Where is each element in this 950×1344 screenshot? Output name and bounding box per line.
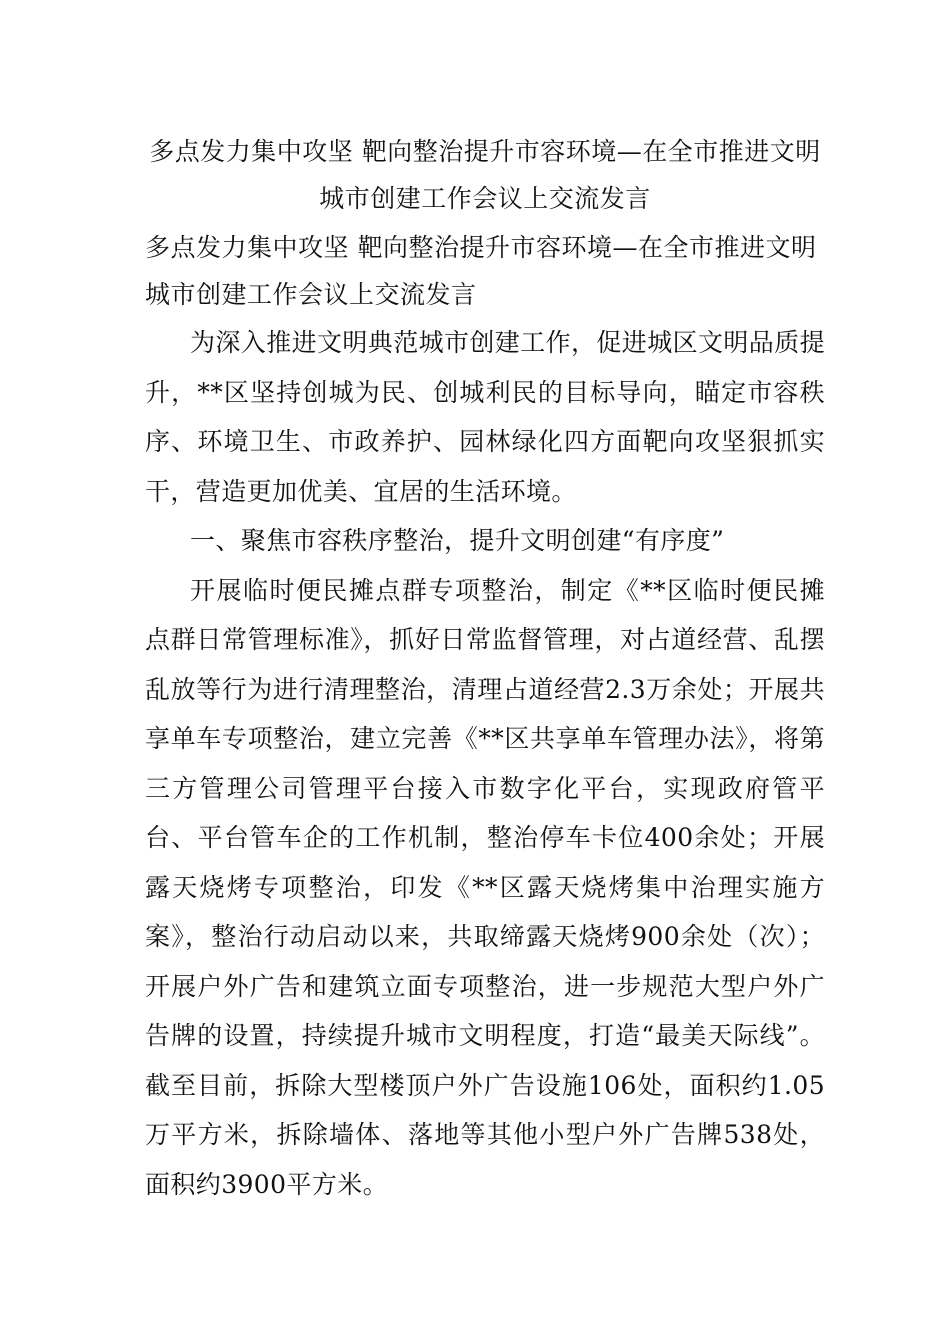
document-title: 多点发力集中攻坚 靶向整治提升市容环境—在全市推进文明城市创建工作会议上交流发言: [149, 137, 821, 213]
section-1-heading: 一、聚焦市容秩序整治，提升文明创建“有序度”: [190, 526, 725, 555]
repeated-title-paragraph: 多点发力集中攻坚 靶向整治提升市容环境—在全市推进文明城市创建工作会议上交流发言: [145, 233, 817, 309]
intro-paragraph: 为深入推进文明典范城市创建工作，促进城区文明品质提升，**区坚持创城为民、创城利民的目标导向，瞄定市容秩序、环境卫生、市政养护、园林绿化四方面靶向攻坚狠抓实干，营造更加优美、宜居的生活环境。: [145, 328, 826, 506]
document-body: [145, 128, 825, 1209]
section-1-paragraph: 开展临时便民摊点群专项整治，制定《**区临时便民摊点群日常管理标准》，抓好日常监督管理，对占道经营、乱摆乱放等行为进行清理整治，清理占道经营2.3万余处；开展共享单车专项整治，建立完善《**区共享单车管理办法》，将第三方管理公司管理平台接入市数字化平台，实现政府管平台、平台管车企的工作机制，整治停车卡位400余处；开展露天烧烤专项整治，印发《**区露天烧烤集中治理实施方案》，整治行动启动以来，共取缔露天烧烤900余处（次）；开展户外广告和建筑立面专项整治，进一步规范大型户外广告牌的设置，持续提升城市文明程度，打造“最美天际线”。截至目前，拆除大型楼顶户外广告设施106处，面积约1.05万平方米，拆除墙体、落地等其他小型户外广告牌538处，面积约3900平方米。: [145, 575, 825, 1199]
